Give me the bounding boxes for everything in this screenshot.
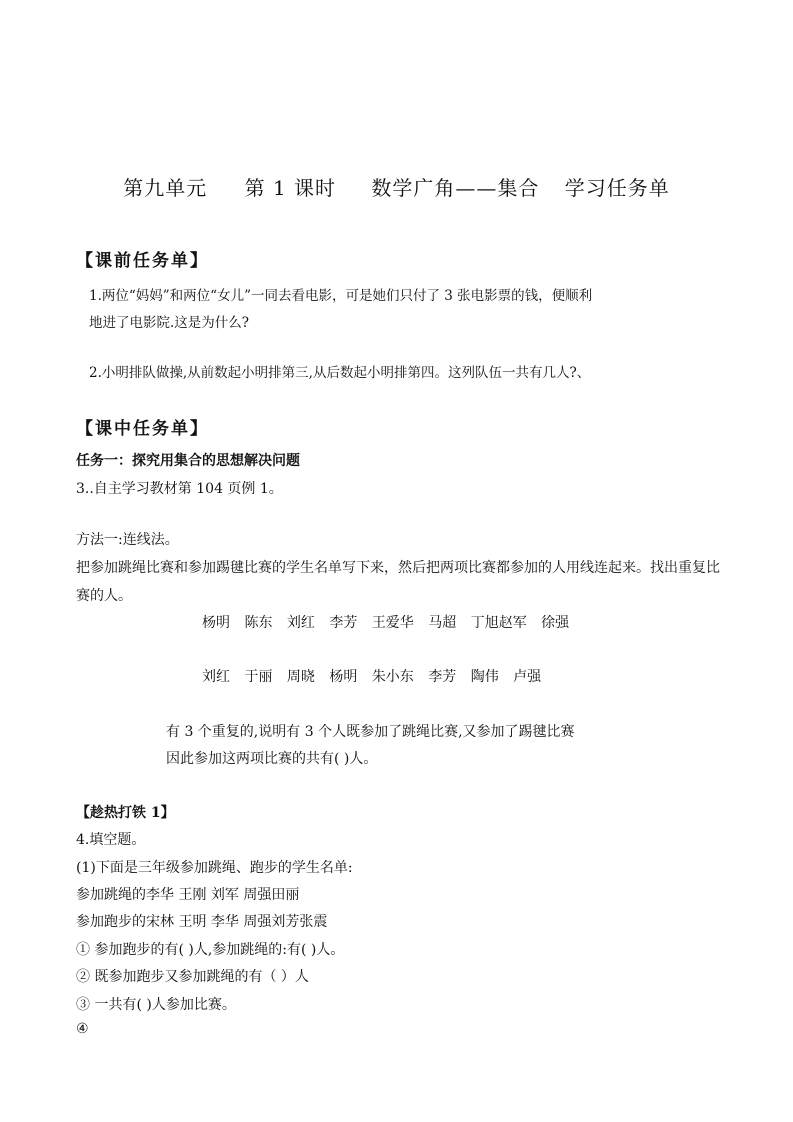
- question-3: 3..自主学习教材第 104 页例 1。: [76, 481, 283, 497]
- name-item: 李芳: [329, 615, 358, 631]
- name-item: 于丽: [244, 669, 273, 685]
- title-lesson: 第 1 课时: [244, 176, 337, 200]
- name-item: 杨明: [329, 669, 358, 685]
- title-sheet: 学习任务单: [564, 176, 670, 200]
- pre-class-heading: 【课前任务单】: [76, 251, 209, 271]
- name-item: 马超: [428, 615, 457, 631]
- name-item: 卢强: [513, 669, 542, 685]
- name-item: 陈东: [244, 615, 273, 631]
- name-item: 杨明: [202, 615, 230, 631]
- jump-rope-list: 参加跳绳的李华 王刚 刘军 周强田丽: [76, 887, 300, 903]
- title-unit: 第九单元: [123, 176, 208, 200]
- question-4: 4.填空题。: [76, 832, 146, 848]
- name-item: 李芳: [428, 669, 457, 685]
- fill-blank-1: ① 参加跑步的有( )人,参加跳绳的:有( )人。: [76, 942, 345, 958]
- name-item: 徐强: [541, 615, 570, 631]
- name-item: 王爱华: [371, 615, 414, 631]
- practice-heading: 【趁热打铁 1】: [76, 805, 175, 821]
- name-item: 周晓: [286, 669, 315, 685]
- title-topic: 数学广角——集合: [371, 176, 540, 200]
- fill-blank-3: ③ 一共有( )人参加比赛。: [76, 997, 236, 1013]
- shuttlecock-names-row: [202, 666, 541, 686]
- sub-question-1: (1)下面是三年级参加跳绳、跑步的学生名单:: [76, 860, 353, 876]
- name-item: 陶伟: [470, 669, 499, 685]
- question-1-line-1: 1.两位“妈妈”和两位“女儿”一同去看电影，可是她们只付了 3 张电影票的钱，便顺利: [89, 288, 593, 304]
- question-1-line-2: 地进了电影院.这是为什么?: [89, 315, 250, 331]
- name-item: 丁旭赵军: [470, 615, 527, 631]
- method-1-label: 方法一:连线法。: [76, 532, 179, 548]
- jump-rope-names-row: [202, 612, 569, 632]
- question-2: 2.小明排队做操,从前数起小明排第三,从后数起小明排第四。这列队伍一共有几人?、: [89, 365, 591, 381]
- name-item: 刘红: [202, 669, 230, 685]
- page-title: [0, 172, 793, 201]
- name-item: 刘红: [286, 615, 315, 631]
- fill-blank-2: ② 既参加跑步又参加跳绳的有（ ）人: [76, 969, 309, 985]
- instruction-line-2: 赛的人。: [76, 588, 132, 604]
- running-list: 参加跑步的宋林 王明 李华 周强刘芳张震: [76, 914, 328, 930]
- fill-blank-4: ④: [76, 1021, 89, 1037]
- in-class-heading: 【课中任务单】: [76, 419, 209, 439]
- conclusion-line-2: 因此参加这两项比赛的共有( )人。: [166, 751, 378, 767]
- instruction-line-1: 把参加跳绳比赛和参加踢毽比赛的学生名单写下来，然后把两项比赛都参加的人用线连起来。找出重复比: [76, 560, 720, 576]
- conclusion-line-1: 有 3 个重复的,说明有 3 个人既参加了跳绳比赛,又参加了踢毽比赛: [166, 724, 575, 740]
- task-1-title: 任务一：探究用集合的思想解决问题: [76, 453, 300, 469]
- name-item: 朱小东: [371, 669, 414, 685]
